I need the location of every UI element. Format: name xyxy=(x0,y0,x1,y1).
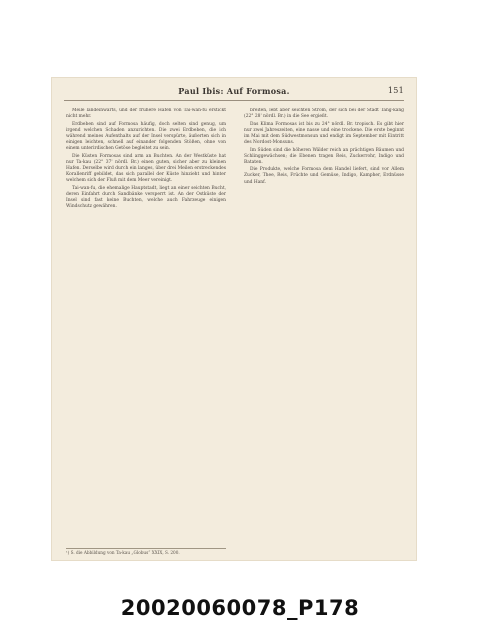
paragraph: Meile landeinwärts, und der frühere Hafen von Tai-wan-fu erstickt nicht mehr. xyxy=(66,108,226,120)
paragraph: Die Produkte, welche Formosa dem Handel liefert, sind vor Allem Zucker, Thee, Reis, Früchte und Gemüse, Indigo, Kampher, Erdnüsse und Hanf. xyxy=(244,167,404,185)
paragraph: Tai-wan-fu, die ehemalige Hauptstadt, liegt an einer seichten Bucht, deren Einfahrt durch Sandbänke versperrt ist. An der Ostküste der Insel sind fast keine Buchten, welche auch Fahrzeuge einigen Windschutz gewähren. xyxy=(66,185,226,209)
right-column xyxy=(244,108,404,544)
paragraph: Die Küsten Formosas sind arm an Buchten. An der Westküste hat nur Ta-kau (22° 37' nördl. Br.) einen guten, sicher aber zu kleinen Hafen. Derselbe wird durch ein langes, über drei Meilen erstreckendes Korallenriff gebildet, das sich parallel der Küste hinzieht und hinter welchem sich der Fluß mit dem Meer vereinigt. xyxy=(66,153,226,184)
left-column xyxy=(66,108,226,544)
page-header xyxy=(52,86,416,100)
paragraph: Das Klima Formosas ist bis zu 24° nördl. Br. tropisch. Es gibt hier nur zwei Jahreszeiten, eine nasse und eine trockene. Die erste beginnt im Mai mit dem Südwestmonsun und endigt im September mit Eintritt des Nordost-Monsuns. xyxy=(244,121,404,145)
paragraph: Erdbeben sind auf Formosa häufig, doch selten sind genug, um irgend welchen Schaden anzurichten. Die zwei Erdbeben, die ich während meines Aufenthalts auf der Insel verspürte, äußerten sich in einigen leichten, schnell auf einander folgenden Stößen, ohne von einem unterirdischen Getöse begleitet zu sein. xyxy=(66,121,226,152)
scanned-page xyxy=(52,78,416,560)
header-rule xyxy=(64,100,404,101)
running-title: Paul Ibis: Auf Formosa. xyxy=(178,86,290,96)
paragraph: Im Süden sind die höheren Wälder reich an prächtigen Bäumen und Schlinggewächsen; die Ebenen tragen Reis, Zuckerrohr, Indigo und Bataten. xyxy=(244,147,404,165)
footnote: ¹) S. die Abbildung von Ta-kau „Globus“ XXIX, S. 200. xyxy=(66,548,226,556)
paragraph: breiten, lebt aber seichten Strom, der sich bei der Stadt Tang-kang (22° 28' nördl. Br.) in die See ergießt. xyxy=(244,108,404,120)
image-caption: 20020060078_P178 xyxy=(120,596,360,620)
page-number: 151 xyxy=(387,86,404,95)
